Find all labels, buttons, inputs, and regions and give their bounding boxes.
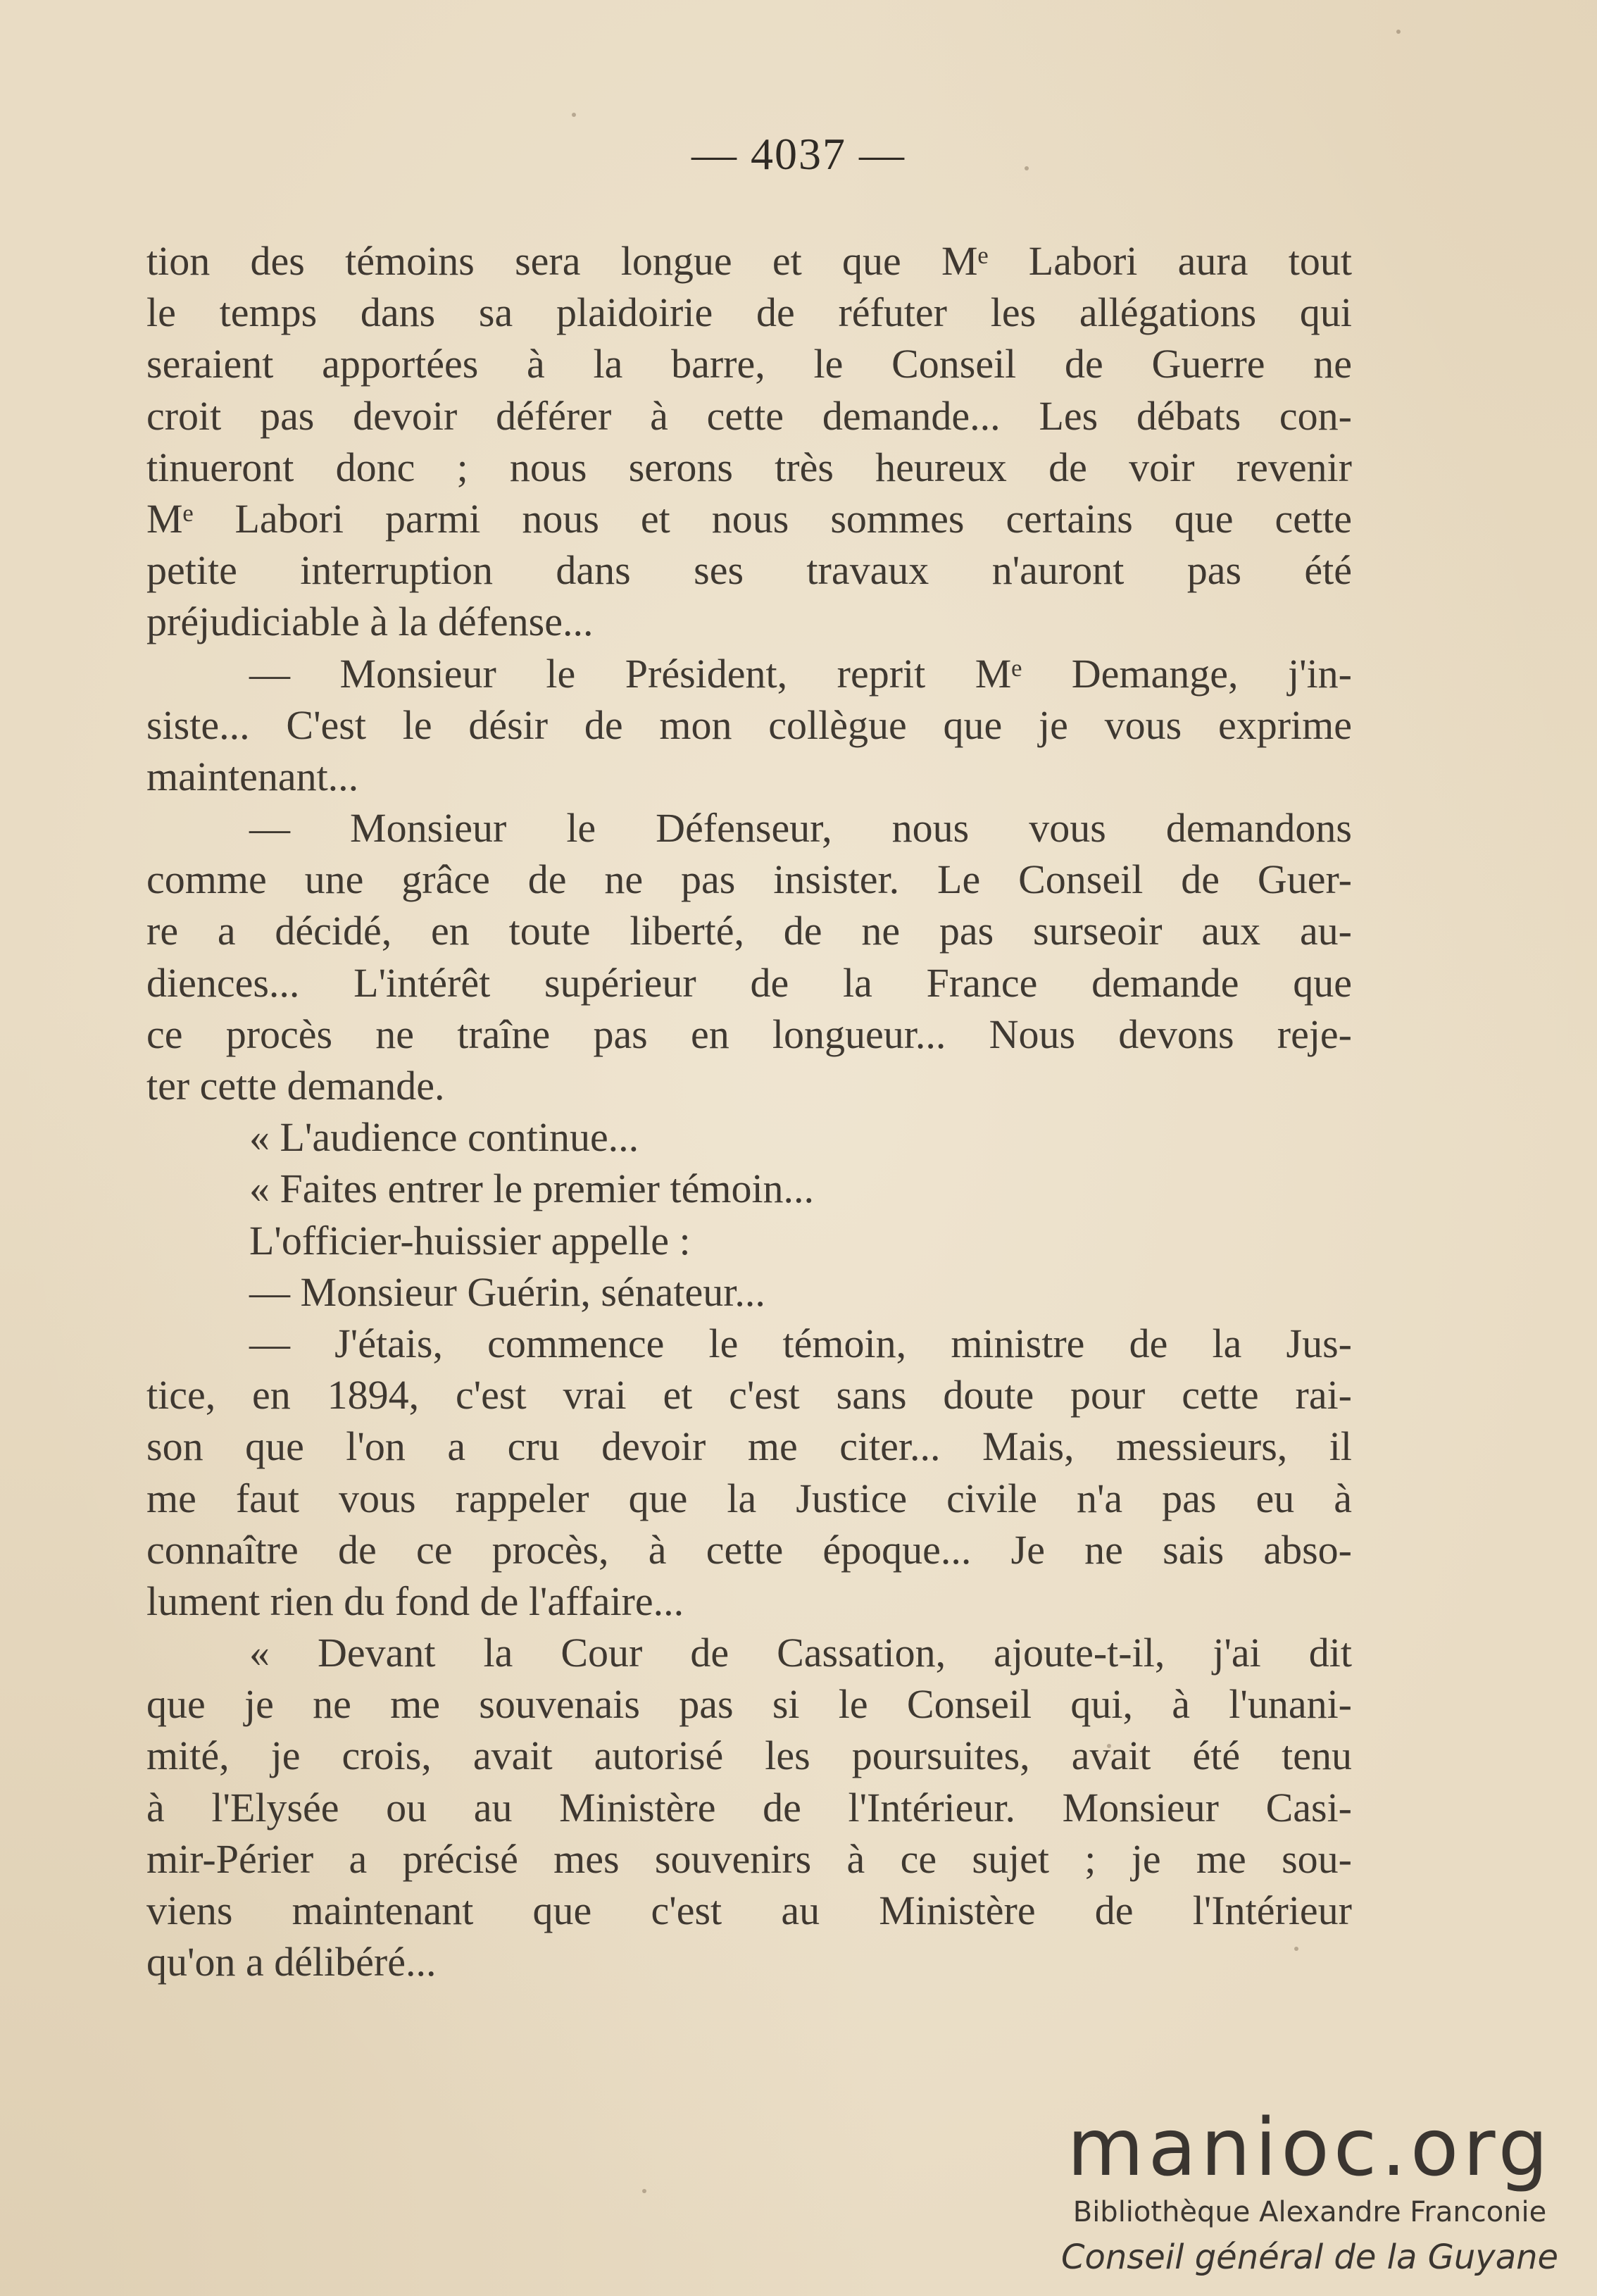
text-line: « L'audience continue... (249, 1114, 639, 1161)
text-line: qu'on a délibéré... (146, 1939, 437, 1985)
manioc-watermark (1056, 2102, 1563, 2279)
paper-speck (1025, 166, 1029, 170)
text-line: à l'Elysée ou au Ministère de l'Intérieur. Monsieur Casi- (146, 1784, 1352, 1830)
text-line: tion des témoins sera longue et que Mᵉ Labori aura tout (146, 238, 1352, 284)
paper-speck (1396, 30, 1401, 34)
text-line: Mᵉ Labori parmi nous et nous sommes certains que cette (146, 495, 1352, 542)
text-line: maintenant... (146, 753, 359, 799)
body-text (146, 235, 1352, 1988)
text-line: petite interruption dans ses travaux n'auront pas été (146, 547, 1352, 594)
text-line: seraient apportées à la barre, le Conseil de Guerre ne (146, 341, 1352, 387)
text-line: « Devant la Cour de Cassation, ajoute-t-il, j'ai dit (249, 1630, 1352, 1676)
paper-speck (1294, 1947, 1298, 1951)
text-line: tinueront donc ; nous serons très heureux de voir revenir (146, 444, 1352, 490)
library-name: Bibliothèque Alexandre Franconie (1072, 2196, 1547, 2228)
text-line: le temps dans sa plaidoirie de réfuter les allégations qui (146, 289, 1352, 336)
text-line: ter cette demande. (146, 1063, 445, 1109)
text-line: diences... L'intérêt supérieur de la France demande que (146, 959, 1352, 1006)
text-line: — Monsieur le Président, reprit Mᵉ Demange, j'in- (249, 650, 1352, 697)
text-line: son que l'on a cru devoir me citer... Mais, messieurs, il (146, 1423, 1352, 1470)
text-line: me faut vous rappeler que la Justice civile n'a pas eu à (146, 1475, 1352, 1521)
page-number: — 4037 — (691, 129, 906, 179)
text-line: re a décidé, en toute liberté, de ne pas surseoir aux au- (146, 908, 1352, 954)
text-line: — J'étais, commence le témoin, ministre de la Jus- (249, 1320, 1352, 1366)
text-line: siste... C'est le désir de mon collègue que je vous exprime (146, 701, 1352, 748)
text-line: viens maintenant que c'est au Ministère de l'Intérieur (146, 1888, 1352, 1933)
paper-speck (1107, 1744, 1111, 1748)
paper-speck (572, 113, 576, 117)
text-line: préjudiciable à la défense... (146, 599, 594, 645)
text-line: — Monsieur le Défenseur, nous vous demandons (249, 805, 1352, 851)
text-line: que je ne me souvenais pas si le Conseil qui, à l'unani- (146, 1681, 1352, 1728)
text-line: mir-Périer a précisé mes souvenirs à ce sujet ; je me sou- (146, 1835, 1352, 1882)
text-line: ce procès ne traîne pas en longueur... Nous devons reje- (146, 1011, 1352, 1057)
manioc-logo: manioc.org (1067, 2102, 1553, 2194)
paper-speck (642, 2189, 646, 2193)
text-line: connaître de ce procès, à cette époque... Je ne sais abso- (146, 1526, 1352, 1573)
text-line: mité, je crois, avait autorisé les poursuites, avait été tenu (146, 1733, 1352, 1779)
text-line: L'officier-huissier appelle : (249, 1217, 691, 1264)
council-name: Conseil général de la Guyane (1060, 2238, 1559, 2277)
text-line: croit pas devoir déférer à cette demande... Les débats con- (146, 392, 1352, 439)
text-line: lument rien du fond de l'affaire... (146, 1578, 684, 1624)
text-line: comme une grâce de ne pas insister. Le Conseil de Guer- (146, 856, 1352, 903)
text-line: « Faites entrer le premier témoin... (249, 1166, 815, 1212)
text-line: — Monsieur Guérin, sénateur... (249, 1268, 765, 1315)
text-line: tice, en 1894, c'est vrai et c'est sans doute pour cette rai- (146, 1372, 1352, 1418)
